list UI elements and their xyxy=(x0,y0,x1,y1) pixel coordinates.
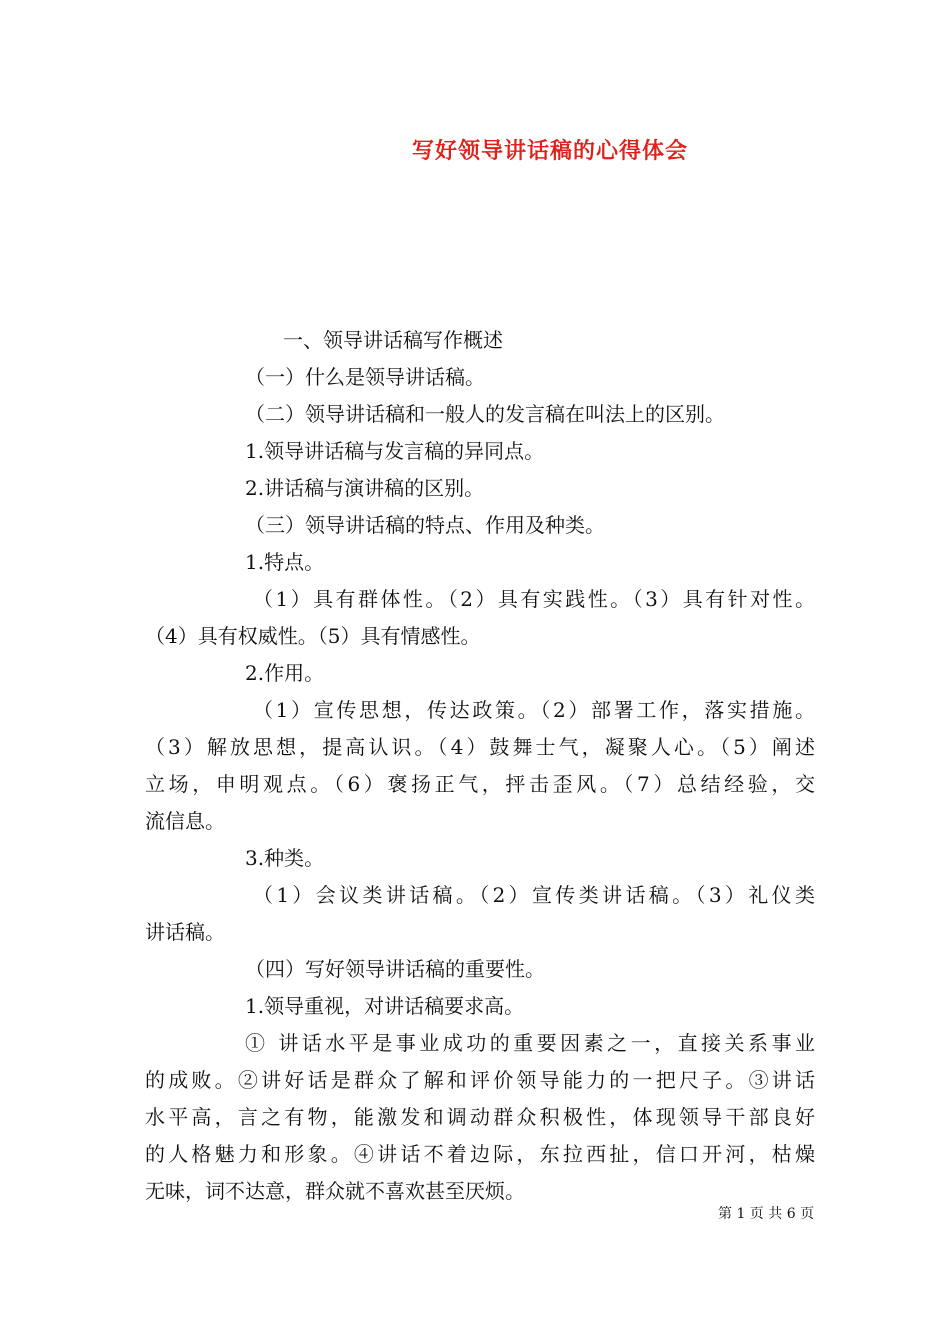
document-title: 写好领导讲话稿的心得体会 xyxy=(412,139,689,164)
paragraph-line: （1）宣传思想，传达政策。（2）部署工作，落实措施。 xyxy=(253,698,815,722)
paragraph-line: 的人格魅力和形象。④讲话不着边际，东拉西扯，信口开河，枯燥 xyxy=(145,1142,815,1166)
paragraph-line: （1）会议类讲话稿。（2）宣传类讲话稿。（3）礼仪类 xyxy=(253,883,815,907)
section-heading: 一、领导讲话稿写作概述 xyxy=(283,328,503,352)
list-item: 2.讲话稿与演讲稿的区别。 xyxy=(245,476,485,500)
paragraph-line: 水平高，言之有物，能激发和调动群众积极性，体现领导干部良好 xyxy=(145,1105,815,1129)
list-item: 2.作用。 xyxy=(245,661,325,685)
page-number: 第 1 页 共 6 页 xyxy=(718,1206,815,1222)
list-item: 1.领导重视，对讲话稿要求高。 xyxy=(245,994,525,1018)
paragraph-line: 流信息。 xyxy=(145,809,225,833)
paragraph-line: 的成败。②讲好话是群众了解和评价领导能力的一把尺子。③讲话 xyxy=(145,1068,815,1092)
paragraph-line: ① 讲话水平是事业成功的重要因素之一，直接关系事业 xyxy=(245,1031,815,1055)
paragraph-line: （1）具有群体性。（2）具有实践性。（3）具有针对性。 xyxy=(253,587,815,611)
subsection-heading: （二）领导讲话稿和一般人的发言稿在叫法上的区别。 xyxy=(245,402,725,426)
list-item: 3.种类。 xyxy=(245,846,325,870)
subsection-heading: （四）写好领导讲话稿的重要性。 xyxy=(245,957,545,981)
paragraph-line: （3）解放思想，提高认识。（4）鼓舞士气，凝聚人心。（5）阐述 xyxy=(145,735,815,759)
list-item: 1.领导讲话稿与发言稿的异同点。 xyxy=(245,439,545,463)
subsection-heading: （一）什么是领导讲话稿。 xyxy=(245,365,485,389)
paragraph-line: （4）具有权威性。（5）具有情感性。 xyxy=(145,624,481,648)
paragraph-line: 立场，申明观点。（6）褒扬正气，抨击歪风。（7）总结经验，交 xyxy=(145,772,815,796)
paragraph-line: 讲话稿。 xyxy=(145,920,225,944)
paragraph-line: 无味，词不达意，群众就不喜欢甚至厌烦。 xyxy=(145,1179,525,1203)
list-item: 1.特点。 xyxy=(245,550,325,574)
document-body xyxy=(145,322,815,1210)
subsection-heading: （三）领导讲话稿的特点、作用及种类。 xyxy=(245,513,605,537)
